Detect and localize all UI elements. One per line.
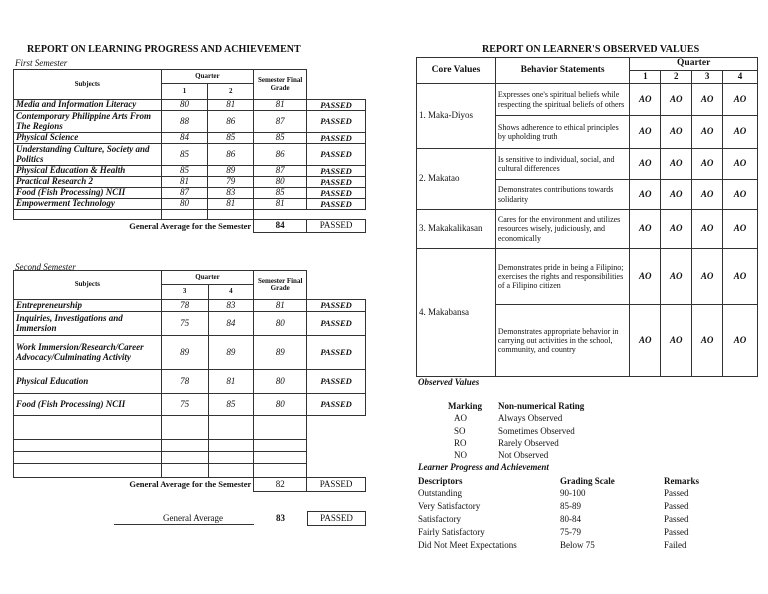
scale-remark: Passed <box>664 501 689 512</box>
marking-legend <box>448 401 584 462</box>
quarter-mark: AO <box>692 210 723 249</box>
quarter-mark: AO <box>692 84 723 116</box>
behavior-statement: Expresses one's spiritual beliefs while respecting the spiritual beliefs of others <box>495 84 629 116</box>
core-value: 2. Makatao <box>417 149 496 210</box>
grade-remark: PASSED <box>307 177 366 188</box>
grade-remark: PASSED <box>307 111 366 133</box>
rating-header: Non-numerical Rating <box>498 401 585 412</box>
col-q3: 3 <box>161 285 208 300</box>
quarter-3: 3 <box>692 71 723 84</box>
quarter-mark: AO <box>630 149 661 180</box>
behavior-statement: Demonstrates appropriate behavior in carrying out activities in the school, community, and country <box>495 305 629 377</box>
first-semester-table <box>13 69 366 233</box>
quarter-grade-a: 85 <box>161 166 208 177</box>
quarter-grade-b: 79 <box>208 177 254 188</box>
grade-row <box>14 166 366 177</box>
quarter-2: 2 <box>661 71 692 84</box>
quarter-grade-b: 83 <box>208 300 254 312</box>
grade-remark: PASSED <box>307 300 366 312</box>
subject-name: Contemporary Philippine Arts From The Regions <box>14 111 162 133</box>
scale-range: 75-79 <box>560 526 581 537</box>
subject-name: Work Immersion/Research/Career Advocacy/Culminating Activity <box>14 336 162 370</box>
quarter-mark: AO <box>723 84 758 116</box>
subject-name: Understanding Culture, Society and Politics <box>14 144 162 166</box>
subject-name: Physical Science <box>14 133 162 144</box>
core-value: 1. Maka-Diyos <box>417 84 496 149</box>
subject-name: Physical Education <box>14 370 162 394</box>
col-behavior: Behavior Statements <box>495 58 629 84</box>
final-grade: 87 <box>254 166 307 177</box>
final-grade: 85 <box>254 188 307 199</box>
grade-row <box>14 100 366 111</box>
quarter-grade-a: 80 <box>161 199 208 210</box>
marking-rating: Not Observed <box>498 450 549 461</box>
behavior-row <box>417 249 758 305</box>
quarter-mark: AO <box>630 305 661 377</box>
general-average-underline <box>114 524 254 525</box>
scale-row <box>418 526 699 539</box>
behavior-statement: Demonstrates contributions towards solidarity <box>495 180 629 210</box>
final-grade: 87 <box>254 111 307 133</box>
scale-row <box>418 501 699 514</box>
quarter-grade-b: 85 <box>208 394 254 416</box>
quarter-grade-a: 80 <box>161 100 208 111</box>
quarter-grade-b: 89 <box>208 336 254 370</box>
col-q2: 2 <box>208 84 254 100</box>
quarter-mark: AO <box>723 249 758 305</box>
quarter-mark: AO <box>630 180 661 210</box>
quarter-mark: AO <box>723 149 758 180</box>
quarter-mark: AO <box>661 149 692 180</box>
quarter-grade-b: 86 <box>208 111 254 133</box>
grade-row <box>14 133 366 144</box>
quarter-4: 4 <box>723 71 758 84</box>
quarter-mark: AO <box>692 305 723 377</box>
behavior-statement: Demonstrates pride in being a Filipino; exercises the rights and responsibilities of a Filipino citizen <box>495 249 629 305</box>
final-grade: 89 <box>254 336 307 370</box>
quarter-mark: AO <box>661 249 692 305</box>
grade-remark: PASSED <box>307 100 366 111</box>
scale-row <box>418 539 699 552</box>
descriptors-header: Descriptors <box>418 475 463 486</box>
grade-row <box>14 111 366 133</box>
general-average-label: General Average <box>163 513 224 523</box>
marking-row <box>448 413 584 425</box>
quarter-mark: AO <box>723 116 758 149</box>
progress-label: Learner Progress and Achievement <box>418 462 549 472</box>
quarter-grade-b: 81 <box>208 100 254 111</box>
grade-remark: PASSED <box>307 144 366 166</box>
quarter-mark: AO <box>630 84 661 116</box>
sem1-avg-label: General Average for the Semester <box>129 220 252 231</box>
quarter-mark: AO <box>630 210 661 249</box>
first-semester-label: First Semester <box>15 58 68 68</box>
marking-row <box>448 438 584 450</box>
marking-rating: Always Observed <box>498 413 563 424</box>
grade-row <box>14 370 366 394</box>
quarter-mark: AO <box>723 180 758 210</box>
col-core-values: Core Values <box>417 58 496 84</box>
col-quarter: Quarter <box>161 271 254 285</box>
sem1-avg-remark: PASSED <box>307 220 366 233</box>
col-q1: 1 <box>161 84 208 100</box>
quarter-grade-a: 87 <box>161 188 208 199</box>
col-subjects: Subjects <box>14 271 162 300</box>
quarter-grade-b: 85 <box>208 133 254 144</box>
scale-remark: Failed <box>664 539 687 550</box>
core-value: 4. Makabansa <box>417 249 496 377</box>
grade-row <box>14 394 366 416</box>
scale-descriptor: Outstanding <box>418 488 462 499</box>
quarter-grade-a: 89 <box>161 336 208 370</box>
final-grade: 80 <box>254 394 307 416</box>
quarter-mark: AO <box>661 210 692 249</box>
marking-rating: Rarely Observed <box>498 438 559 449</box>
subject-name: Food (Fish Processing) NCII <box>14 188 162 199</box>
subject-name: Physical Education & Health <box>14 166 162 177</box>
grade-remark: PASSED <box>307 370 366 394</box>
second-semester-table <box>13 270 366 492</box>
grade-row <box>14 336 366 370</box>
subject-name: Inquiries, Investigations and Immersion <box>14 312 162 336</box>
scale-range: Below 75 <box>560 539 595 550</box>
marking-code: NO <box>454 450 467 461</box>
subject-name: Empowerment Technology <box>14 199 162 210</box>
final-grade: 80 <box>254 370 307 394</box>
grade-row <box>14 177 366 188</box>
general-average-value: 83 <box>276 513 285 523</box>
quarter-mark: AO <box>630 249 661 305</box>
quarter-mark: AO <box>630 116 661 149</box>
scale-range: 90-100 <box>560 488 586 499</box>
quarter-grade-a: 81 <box>161 177 208 188</box>
grade-remark: PASSED <box>307 166 366 177</box>
scale-descriptor: Did Not Meet Expectations <box>418 539 517 550</box>
quarter-mark: AO <box>692 149 723 180</box>
quarter-mark: AO <box>723 210 758 249</box>
behavior-row <box>417 84 758 116</box>
col-final-grade: Semester Final Grade <box>254 271 307 300</box>
scale-remark: Passed <box>664 488 689 499</box>
core-value: 3. Makakalikasan <box>417 210 496 249</box>
scale-descriptor: Fairly Satisfactory <box>418 526 485 537</box>
second-semester-label: Second Semester <box>15 262 76 272</box>
grade-remark: PASSED <box>307 188 366 199</box>
grade-row <box>14 312 366 336</box>
quarter-grade-a: 78 <box>161 300 208 312</box>
quarter-grade-a: 88 <box>161 111 208 133</box>
scale-descriptor: Very Satisfactory <box>418 501 481 512</box>
behavior-statement: Shows adherence to ethical principles by upholding truth <box>495 116 629 149</box>
final-grade: 80 <box>254 177 307 188</box>
quarter-mark: AO <box>661 84 692 116</box>
final-grade: 81 <box>254 199 307 210</box>
quarter-grade-a: 75 <box>161 394 208 416</box>
remarks-header: Remarks <box>664 475 699 486</box>
quarter-grade-b: 81 <box>208 370 254 394</box>
subject-name: Food (Fish Processing) NCII <box>14 394 162 416</box>
subject-name: Entrepreneurship <box>14 300 162 312</box>
quarter-mark: AO <box>723 305 758 377</box>
sem2-avg-value: 82 <box>254 478 307 492</box>
col-quarter: Quarter <box>161 70 254 84</box>
behavior-row <box>417 149 758 180</box>
grade-row <box>14 300 366 312</box>
grade-remark: PASSED <box>307 394 366 416</box>
quarter-grade-b: 81 <box>208 199 254 210</box>
learning-progress-title: REPORT ON LEARNING PROGRESS AND ACHIEVEMENT <box>27 44 301 55</box>
col-q4: 4 <box>208 285 254 300</box>
scale-range: 80-84 <box>560 514 581 525</box>
grade-remark: PASSED <box>307 312 366 336</box>
scale-remark: Passed <box>664 526 689 537</box>
behavior-row <box>417 210 758 249</box>
grade-remark: PASSED <box>307 133 366 144</box>
quarter-1: 1 <box>630 71 661 84</box>
grading-scale-legend <box>418 475 699 552</box>
scale-row <box>418 513 699 526</box>
marking-code: AO <box>454 413 467 424</box>
quarter-grade-b: 83 <box>208 188 254 199</box>
observed-values-table <box>416 57 758 377</box>
behavior-statement: Is sensitive to individual, social, and cultural differences <box>495 149 629 180</box>
grade-row <box>14 199 366 210</box>
observed-values-label: Observed Values <box>418 377 480 387</box>
grade-row <box>14 188 366 199</box>
sem1-avg-value: 84 <box>254 220 307 233</box>
quarter-mark: AO <box>661 305 692 377</box>
grade-remark: PASSED <box>307 199 366 210</box>
final-grade: 81 <box>254 100 307 111</box>
col-subjects: Subjects <box>14 70 162 100</box>
scale-range: 85-89 <box>560 501 581 512</box>
marking-code: SO <box>454 425 466 436</box>
final-grade: 85 <box>254 133 307 144</box>
marking-rating: Sometimes Observed <box>498 425 575 436</box>
quarter-grade-b: 84 <box>208 312 254 336</box>
marking-header: Marking <box>448 401 483 412</box>
final-grade: 86 <box>254 144 307 166</box>
quarter-mark: AO <box>661 116 692 149</box>
quarter-grade-b: 89 <box>208 166 254 177</box>
sem2-avg-remark: PASSED <box>307 478 366 492</box>
quarter-grade-a: 84 <box>161 133 208 144</box>
general-average-remark: PASSED <box>307 511 366 526</box>
subject-name: Practical Research 2 <box>14 177 162 188</box>
sem2-avg-label: General Average for the Semester <box>129 479 252 490</box>
observed-values-title: REPORT ON LEARNER'S OBSERVED VALUES <box>482 44 700 55</box>
grade-remark: PASSED <box>307 336 366 370</box>
final-grade: 80 <box>254 312 307 336</box>
subject-name: Media and Information Literacy <box>14 100 162 111</box>
marking-code: RO <box>454 438 467 449</box>
scale-descriptor: Satisfactory <box>418 514 461 525</box>
quarter-mark: AO <box>692 249 723 305</box>
grading-scale-header: Grading Scale <box>560 475 615 486</box>
quarter-mark: AO <box>692 180 723 210</box>
final-grade: 81 <box>254 300 307 312</box>
grade-row <box>14 144 366 166</box>
quarter-mark: AO <box>661 180 692 210</box>
quarter-grade-a: 85 <box>161 144 208 166</box>
quarter-grade-a: 75 <box>161 312 208 336</box>
quarter-grade-a: 78 <box>161 370 208 394</box>
quarter-grade-b: 86 <box>208 144 254 166</box>
marking-row <box>448 425 584 437</box>
scale-row <box>418 488 699 501</box>
scale-remark: Passed <box>664 514 689 525</box>
col-final-grade: Semester Final Grade <box>254 70 307 100</box>
marking-row <box>448 450 584 462</box>
quarter-mark: AO <box>692 116 723 149</box>
behavior-statement: Cares for the environment and utilizes resources wisely, judiciously, and economically <box>495 210 629 249</box>
col-quarter: Quarter <box>630 58 758 71</box>
